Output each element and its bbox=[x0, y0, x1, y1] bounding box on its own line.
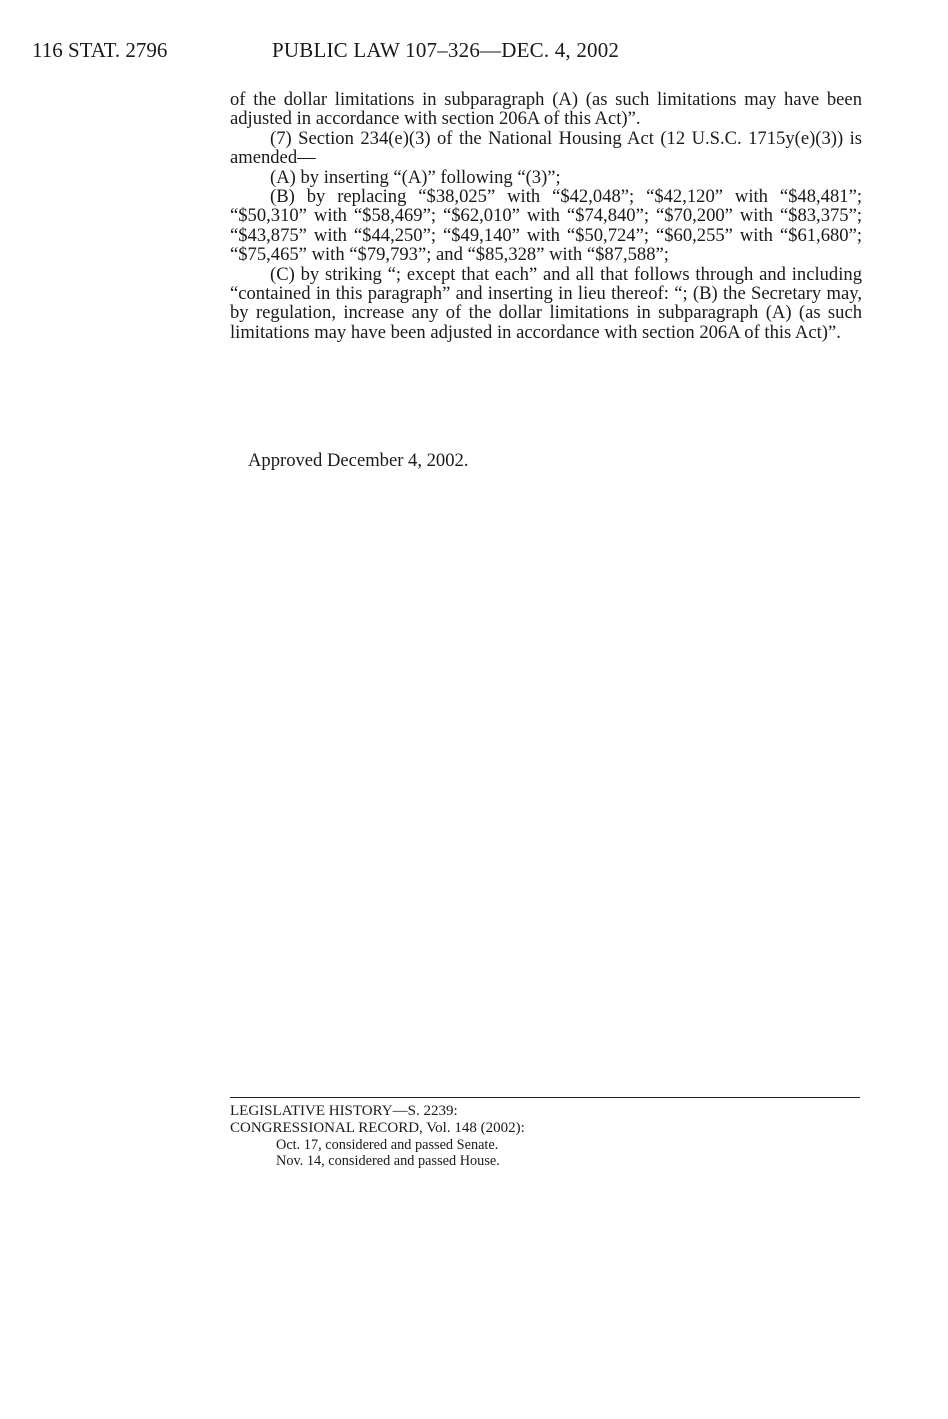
history-entry-senate: Oct. 17, considered and passed Senate. bbox=[276, 1137, 499, 1153]
paragraph-clause-a: (A) by inserting “(A)” following “(3)”; bbox=[270, 166, 561, 188]
approval-date: Approved December 4, 2002. bbox=[248, 450, 469, 471]
history-entry-house: Nov. 14, considered and passed House. bbox=[276, 1153, 500, 1169]
divider-rule bbox=[230, 1097, 860, 1098]
legislative-history-title: LEGISLATIVE HISTORY—S. 2239: bbox=[230, 1103, 458, 1119]
paragraph-continuation: of the dollar limitations in subparagraph (A) (as such limitations may have been adjusted in accordance with section 206A of this Act)”. bbox=[230, 89, 862, 130]
legislative-history bbox=[230, 1103, 860, 1169]
paragraph-clause-c: (C) by striking “; except that each” and all that follows through and including “contained in this paragraph” and inserting in lieu thereof: “; (B) the Secretary may, by regulation, increase any of the dollar limitations in subparagraph (A) (as such limitations may have been adjusted in accordance with section 206A of this Act)”. bbox=[230, 263, 862, 343]
public-law-title: PUBLIC LAW 107–326—DEC. 4, 2002 bbox=[272, 38, 620, 62]
stat-page-number: 116 STAT. 2796 bbox=[32, 38, 168, 62]
paragraph-clause-b: (B) by replacing “$38,025” with “$42,048”; “$42,120” with “$48,481”; “$50,310” with “$58,469”; “$62,010” with “$74,840”; “$70,200” with “$83,375”; “$43,875” with “$44,250”; “$49,140” with “$50,724”; “$60,255” with “$61,680”; “$75,465” with “$79,793”; and “$85,328” with “$87,588”; bbox=[230, 186, 862, 266]
paragraph-section-7: (7) Section 234(e)(3) of the National Housing Act (12 U.S.C. 1715y(e)(3)) is amended— bbox=[230, 127, 862, 169]
law-text bbox=[230, 90, 862, 342]
congressional-record: CONGRESSIONAL RECORD, Vol. 148 (2002): bbox=[230, 1120, 525, 1136]
